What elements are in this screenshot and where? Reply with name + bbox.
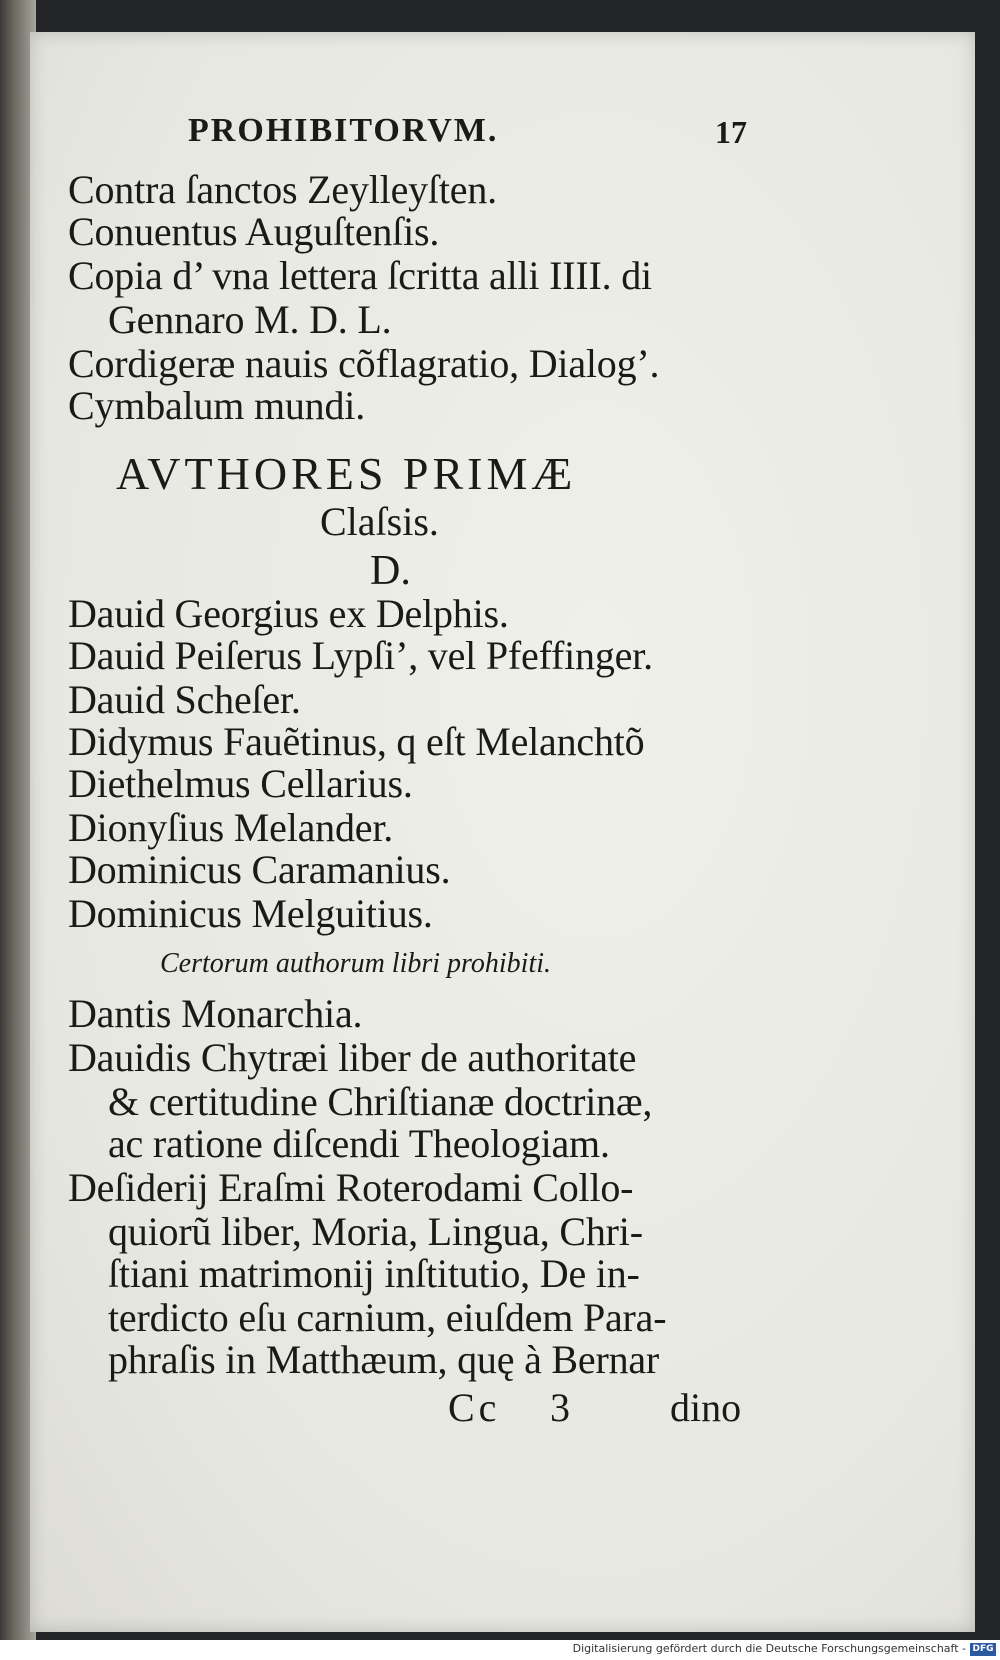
entry-line: Dauidis Chytræi liber de authoritate	[68, 1035, 637, 1080]
signature-number: 3	[550, 1385, 570, 1430]
entry-line: ac ratione diſcendi Theologiam.	[108, 1121, 610, 1166]
entry-line: Copia d’ vna lettera ſcritta alli IIII. di	[68, 253, 652, 298]
entry-line: Dauid Scheſer.	[68, 677, 301, 722]
entry-line: Dominicus Melguitius.	[68, 891, 433, 936]
entry-line: Gennaro M. D. L.	[108, 297, 392, 342]
section-heading: AVTHORES PRIMÆ	[116, 448, 577, 499]
entry-line: Contra ſanctos Zeylleyſten.	[68, 167, 497, 212]
entry-line: Cordigeræ nauis cõflagratio, Dialog’.	[68, 341, 660, 386]
folio-number: 17	[715, 114, 747, 150]
running-title: PROHIBITORVM.	[188, 112, 499, 149]
entry-line: phraſis in Matthæum, quę à Bernar	[108, 1337, 660, 1382]
entry-line: Dauid Georgius ex Delphis.	[68, 591, 509, 636]
page-text	[30, 32, 975, 1632]
entry-line: Conuentus Auguſtenſis.	[68, 209, 440, 254]
entry-line: Dionyſius Melander.	[68, 805, 394, 850]
subsection-heading: Certorum authorum libri prohibiti.	[160, 948, 552, 979]
catchword: dino	[670, 1385, 742, 1430]
section-letter: D.	[370, 548, 411, 594]
entry-line: Dantis Monarchia.	[68, 991, 363, 1036]
section-subheading: Claſsis.	[320, 499, 439, 544]
dfg-logo: DFG	[970, 1643, 996, 1656]
book-page	[30, 32, 975, 1632]
entry-line: Deſiderij Eraſmi Roterodami Collo-	[68, 1165, 634, 1210]
entry-line: Dominicus Caramanius.	[68, 847, 451, 892]
credit-text: Digitalisierung gefördert durch die Deutsche Forschungsgemeinschaft -	[572, 1642, 966, 1655]
entry-line: & certitudine Chriſtianæ doctrinæ,	[108, 1079, 653, 1124]
entry-line: Didymus Fauẽtinus, q eſt Melanchtõ	[68, 719, 645, 764]
entry-line: Diethelmus Cellarius.	[68, 761, 413, 806]
entry-line: Dauid Peiſerus Lypſi’, vel Pfeffinger.	[68, 633, 653, 678]
entry-line: ſtiani matrimonij inſtitutio, De in-	[108, 1251, 640, 1296]
entry-line: terdicto eſu carnium, eiuſdem Para-	[108, 1295, 667, 1340]
entry-line: Cymbalum mundi.	[68, 383, 366, 428]
entry-line: quiorũ liber, Moria, Lingua, Chri-	[108, 1209, 643, 1254]
signature-mark: Cc	[448, 1385, 501, 1430]
